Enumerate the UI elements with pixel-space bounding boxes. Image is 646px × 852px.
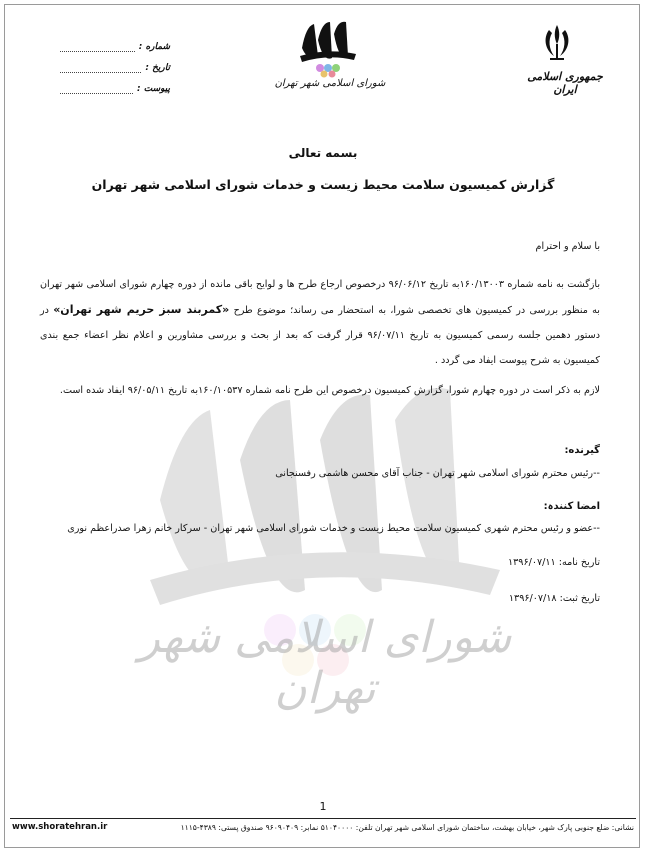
paragraph-1-part-a: بازگشت به نامه شماره ۱۶۰/۱۳۰۰۳به تاریخ ۹۶/۰۶/۱۲ درخصوص ارجاع طرح ها و لوایح باقی مانده از دوره چهارم شورای اسلامی شهر تهران به منظور بررسی در کمیسیون های تخصصی شورا، به استحضار می رساند؛ موضوع طرح [40, 279, 601, 316]
council-logo-icon [296, 18, 360, 78]
page-number: 1 [319, 800, 327, 813]
registration-date: تاریخ ثبت: ۱۳۹۶/۰۷/۱۸ [508, 593, 600, 604]
basmala: بسمه تعالی [288, 146, 358, 160]
iran-emblem-icon [540, 22, 574, 64]
body-paragraph-2: لازم به ذکر است در دوره چهارم شورا، گزارش کمیسیون درخصوص این طرح نامه شماره ۱۶۰/۱۰۵۳۷به تاریخ ۹۶/۰۵/۱۱ ایفاد شده است. [59, 385, 600, 396]
letter-date: تاریخ نامه: ۱۳۹۶/۰۷/۱۱ [508, 557, 600, 568]
signatory-line: --عضو و رئیس محترم شهری کمیسیون سلامت محیط زیست و خدمات شورای اسلامی شهر تهران - سرکار خانم زهرا صدراعظم نوری [67, 523, 600, 534]
letter-number-field [60, 42, 170, 52]
recipient-line: --رئیس محترم شورای اسلامی شهر تهران - جناب آقای محسن هاشمی رفسنجانی [275, 468, 600, 479]
watermark-text: شورای اسلامی شهر تهران [138, 612, 512, 714]
letter-number-label: شماره : [138, 42, 170, 52]
republic-label: جمهوری اسلامی ایران [527, 70, 603, 96]
page-frame [4, 4, 640, 848]
footer-address: نشانی: ضلع جنوبی پارک شهر، خیابان بهشت، ساختمان شورای اسلامی شهر تهران تلفن: ۵۱۰۴۰۰۰۰ نمابر: ۹۶۰۹۰۴۰۹ صندوق پستی: ۴۳۸۹-۱۱۱۵ [180, 822, 634, 832]
report-title: گزارش کمیسیون سلامت محیط زیست و خدمات شورای اسلامی شهر تهران [91, 177, 555, 192]
attachment-label: پیوست : [137, 84, 170, 94]
attachment-field [60, 84, 170, 94]
letter-number-line [60, 42, 135, 52]
letter-date-label: تاریخ : [145, 63, 170, 73]
footer [12, 822, 634, 832]
letter-date-field [60, 63, 170, 73]
letter-date-line [60, 63, 141, 73]
council-name: شورای اسلامی شهر تهران [274, 78, 386, 89]
recipients-heading: گیرنده: [564, 445, 600, 456]
website-link[interactable]: www.shoratehran.ir [12, 822, 108, 832]
footer-divider [10, 818, 636, 819]
greeting: با سلام و احترام [535, 241, 600, 252]
attachment-line [60, 84, 133, 94]
body-paragraph-1 [40, 272, 600, 373]
signatories-heading: امضا کنندہ: [543, 501, 600, 512]
paragraph-1-part-b: در دستور دهمین جلسه رسمی کمیسیون به تاریخ ۹۶/۰۷/۱۱ قرار گرفت که بعد از بحث و بررسی مشاورین و اعلام نظر اعضاء جمع بندی کمیسیون به شرح پیوست ایفاد می گردد . [40, 305, 600, 366]
project-title: «کمربند سبز حریم شهر تهران» [53, 303, 230, 316]
